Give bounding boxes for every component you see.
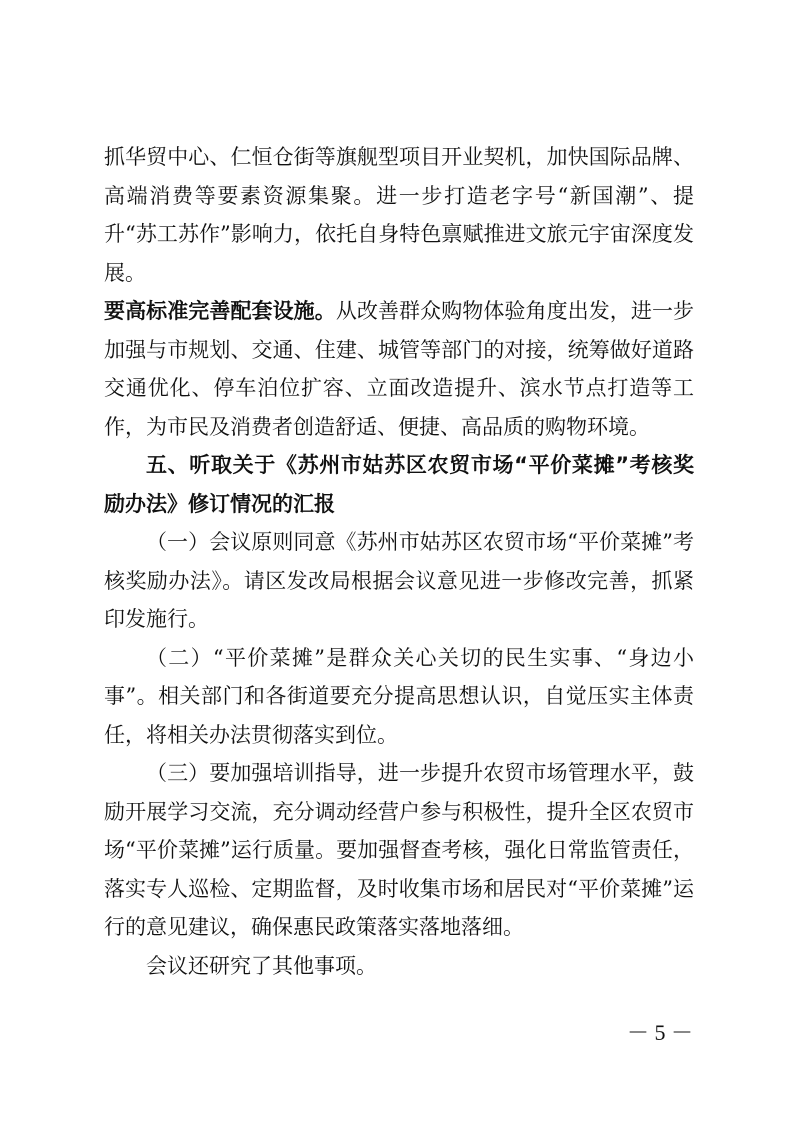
paragraph-continuation: 抓华贸中心、仁恒仓街等旗舰型项目开业契机，加快国际品牌、高端消费等要素资源集聚。进一步打造老字号“新国潮”、提升“苏工苏作”影响力，依托自身特色禀赋推进文旅元宇宙深度发展。 — [104, 145, 694, 285]
section-heading: 五、听取关于《苏州市姑苏区农贸市场“平价菜摊”考核奖励办法》修订情况的汇报 — [104, 453, 694, 516]
page-number: － 5 － — [626, 1020, 693, 1045]
paragraph-facilities — [104, 292, 694, 446]
document-body — [104, 138, 694, 985]
list-item-2: （二）“平价菜摊”是群众关心关切的民生实事、“身边小事”。相关部门和各街道要充分提高思想认识，自觉压实主体责任，将相关办法贯彻落实到位。 — [104, 645, 694, 747]
paragraph-body: 从改善群众购物体验角度出发，进一步加强与市规划、交通、住建、城管等部门的对接，统筹做好道路交通优化、停车泊位扩容、立面改造提升、滨水节点打造等工作，为市民及消费者创造舒适、便捷、高品质的购物环境。 — [104, 299, 695, 439]
list-item-3: （三）要加强培训指导，进一步提升农贸市场管理水平，鼓励开展学习交流，充分调动经营户参与积极性，提升全区农贸市场“平价菜摊”运行质量。要加强督查考核，强化日常监管责任，落实专人巡检、定期监督，及时收集市场和居民对“平价菜摊”运行的意见建议，确保惠民政策落实落地落细。 — [104, 761, 694, 939]
paragraph-lead-bold: 要高标准完善配套设施。 — [104, 299, 336, 323]
list-item-1: （一）会议原则同意《苏州市姑苏区农贸市场“平价菜摊”考核奖励办法》。请区发改局根据会议意见进一步修改完善，抓紧印发施行。 — [104, 530, 694, 631]
closing-paragraph: 会议还研究了其他事项。 — [146, 953, 377, 978]
